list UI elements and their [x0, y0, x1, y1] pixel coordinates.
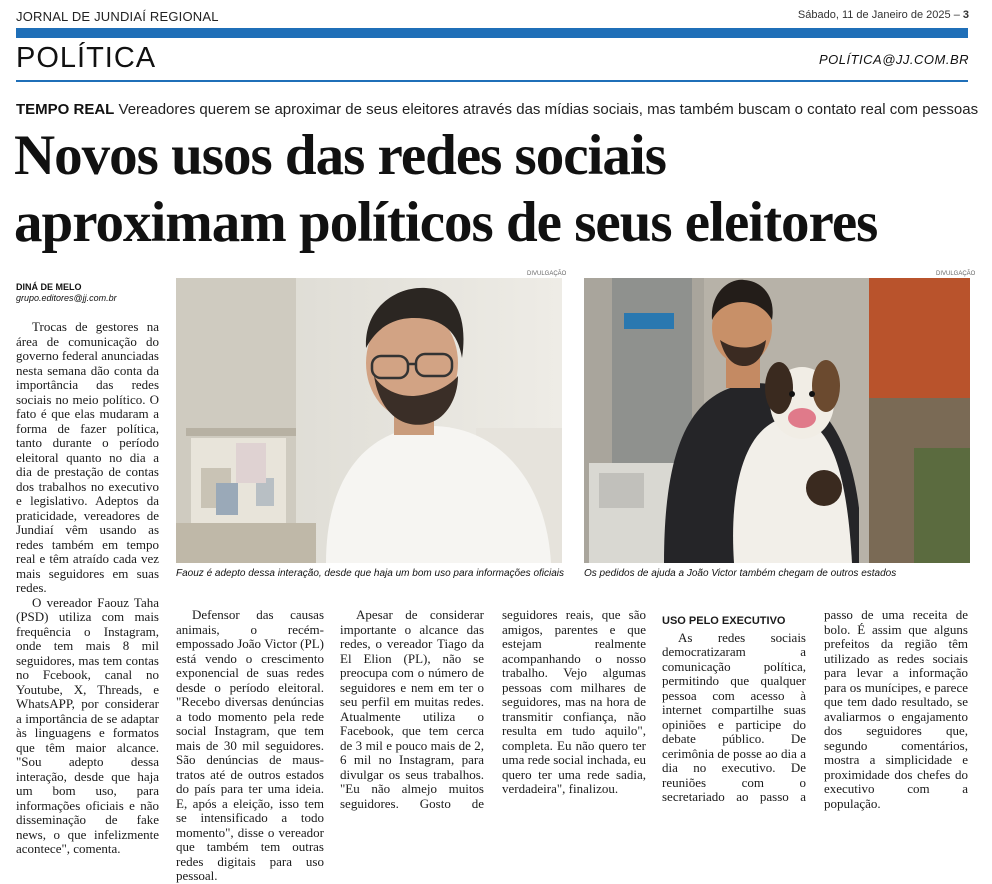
section-title: POLÍTICA [16, 42, 157, 74]
headline [14, 122, 877, 256]
article-columns-3-4 [340, 608, 646, 816]
article-column-2 [176, 608, 324, 884]
paragraph-intro: Trocas de gestores na área de comunicação do governo federal anunciadas nesta semana dão conta da importância das redes sociais no meio político. O fato é que elas mudaram a forma de fazer política, tanto durante o período eleitoral quanto no dia a dia de prestação de contas dos trabalhos no executivo e legislativo. Adeptos da praticidade, vereadores de Jundiaí vêm usando as redes também em tempo real e têm atraído cada vez mais seguidores em suas redes. [16, 319, 159, 595]
photo-1-caption: Faouz é adepto dessa interação, desde que haja um bom uso para informações oficiais [176, 568, 565, 579]
headline-line-2: aproximam políticos de seus eleitores [14, 191, 878, 254]
paragraph-joao-victor: Defensor das causas animais, o recém-empossado João Victor (PL) está vendo o crescimento exponencial de suas redes desde o período eleitoral. "Recebo diversas denúncias a todo momento pela rede social Instagram, que tem mais de 30 mil seguidores. São denúncias de maus-tratos até de outros estados do país para ter uma ideia. E, após a eleição, isso tem se intensificado a todo momento", disse o vereador que também tem outras redes digitais para uso pessoal. [176, 607, 324, 883]
date-text: Sábado, 11 de Janeiro de 2025 [797, 9, 951, 21]
section-rule [16, 80, 968, 82]
kicker-text: Vereadores querem se aproximar de seus eleitores através das mídias sociais, mas também buscam o contato real com pessoas [118, 101, 979, 118]
page-separator: – [953, 9, 960, 21]
photo-2-illustration [584, 278, 970, 563]
subhead-executive: USO PELO EXECUTIVO [662, 615, 786, 627]
photo-1-faouz [176, 278, 562, 563]
photo-2-credit: DIVULGAÇÃO [936, 271, 976, 277]
kicker-tag: TEMPO REAL [16, 101, 115, 118]
publication-name: JORNAL DE JUNDIAÍ REGIONAL [16, 9, 219, 24]
byline-email[interactable]: grupo.editores@jj.com.br [16, 293, 117, 303]
paragraph-faouz: O vereador Faouz Taha (PSD) utiliza com mais frequência o Instagram, onde tem mais 8 mil seguidores, mas tem contas no Fcebook, canal no Youtube, X, Threads, e WhatsAPP, por considerar a importância de se adaptar às linguagens e formatos que têm maior alcance. "Sou adepto dessa interação, desde que haja um bom uso, para informações oficiais e não disseminação de fake news, o que infelizmente acontece", comenta. [16, 594, 159, 856]
issue-date [798, 9, 969, 21]
kicker [16, 101, 978, 118]
photo-1-illustration [176, 278, 562, 563]
byline-author: DINÁ DE MELO [16, 282, 82, 292]
article-column-1 [16, 320, 159, 857]
paragraph-executive: As redes sociais democratizaram a comunicação política, permitindo que qualquer pessoa com acesso à internet compartilhe suas opiniões e participe do debate público. De cerimônia de posse ao dia a dia no executivo. De reuniões com o secretariado ao passo a passo de uma receita de bolo. É assim que alguns prefeitos da região têm utilizado as redes sociais para levar a informação para os munícipes, e parece que tem dado resultado, se avaliarmos o engajamento dos seguidores que, segundo comentários, mostra a simplicidade e proximidade dos chefes do executivo com a população. [662, 607, 968, 811]
photo-2-joao-victor [584, 278, 970, 563]
section-email[interactable]: POLÍTICA@JJ.COM.BR [818, 52, 969, 67]
headline-line-1: Novos usos das redes sociais [14, 124, 666, 187]
article-columns-5-6 [662, 608, 968, 816]
photo-1-credit: DIVULGAÇÃO [527, 271, 567, 277]
page-number: 3 [962, 9, 969, 21]
header-rule [16, 28, 968, 38]
paragraph-tiago: Apesar de considerar importante o alcance das redes, o vereador Tiago da El Elion (PL), não se preocupa com o número de seguidores e nem em ter o seu perfil em muitas redes. Atualmente utiliza o Facebook, que tem cerca de 3 mil e pouco mais de 2, 6 mil no Instagram, para divulgar os seus trabalhos. "Eu não almejo muitos seguidores. Gosto de seguidores reais, que são amigos, parentes e que estejam realmente acompanhando o nosso trabalho. Vejo algumas pessoas com milhares de seguidores, mas na hora de transmitir confiança, não resulta em tudo aquilo", completa. Eu não quero ter uma rede social inchada, eu quero ter uma rede sadia, verdadeira", finalizou. [340, 607, 647, 811]
photo-2-caption: Os pedidos de ajuda a João Victor também chegam de outros estados [584, 568, 897, 579]
